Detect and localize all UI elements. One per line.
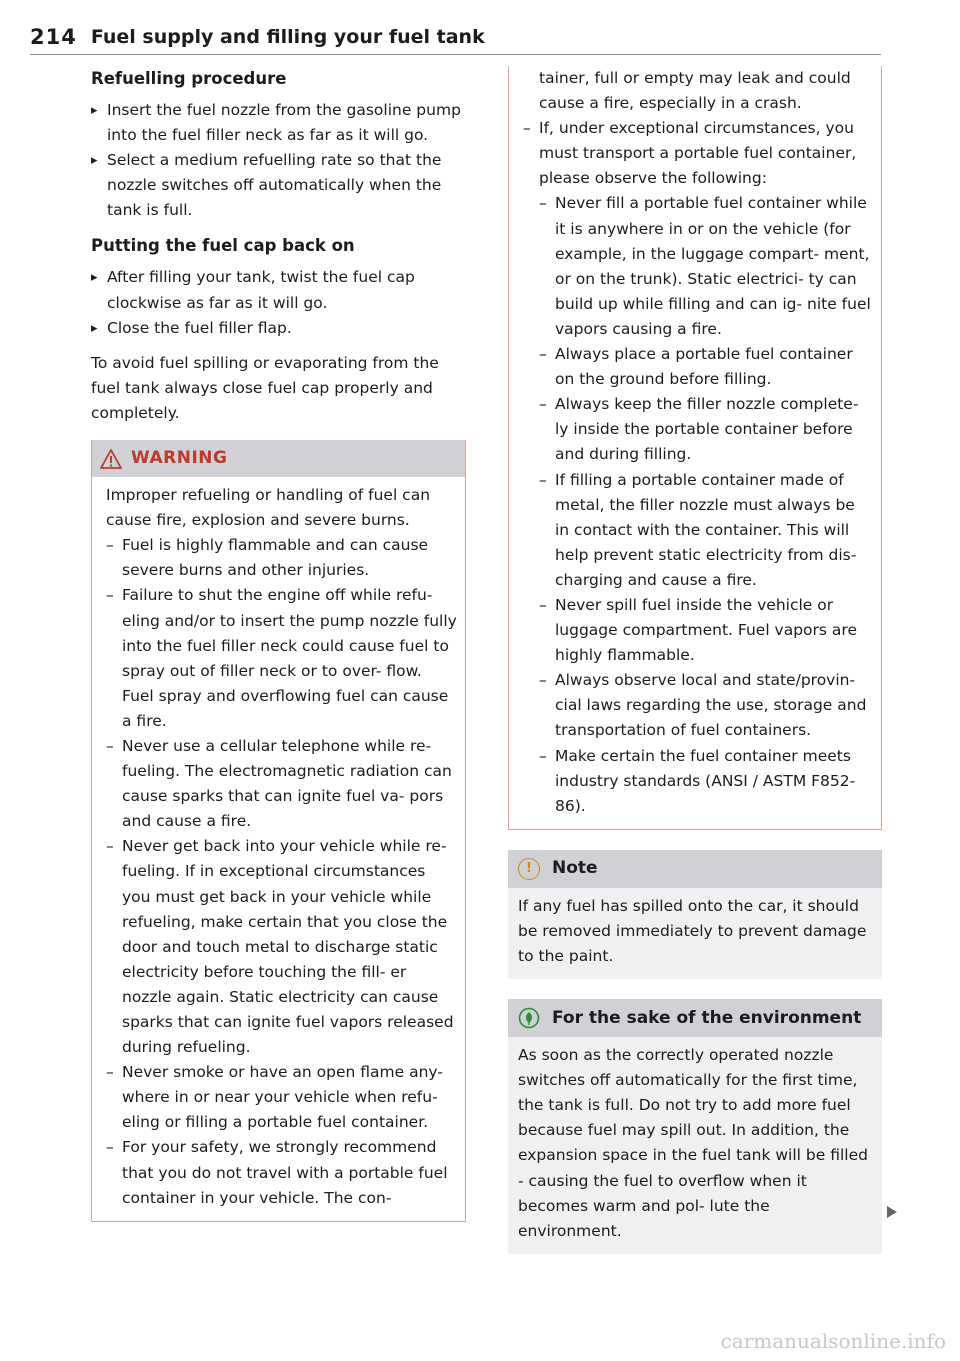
warning-sub-item: – Always keep the filler nozzle complete- ly inside the portable container before and during filling. (539, 392, 873, 467)
note-box (508, 850, 882, 979)
warning-body (92, 477, 465, 1221)
warning-item: – Never use a cellular telephone while re- fueling. The electromagnetic radiation can cause sparks that can ignite fuel va- pors and cause a fire. (106, 734, 457, 834)
warning-sub-item: – Never spill fuel inside the vehicle or luggage compartment. Fuel vapors are highly flammable. (539, 593, 873, 668)
environment-title: For the sake of the environment (552, 1007, 862, 1028)
section-title: Fuel supply and filling your fuel tank (90, 26, 485, 48)
page-number: 214 (30, 25, 77, 49)
warning-sub-item: – Never fill a portable fuel container while it is anywhere in or on the vehicle (for example, in the luggage compart- ment, or on the trunk). Static electrici- ty can build up while filling and can ig- nite fuel vapors causing a fire. (539, 191, 873, 342)
fuel-cap-paragraph: To avoid fuel spilling or evaporating from the fuel tank always close fuel cap properly and completely. (91, 353, 439, 422)
environment-box (508, 999, 882, 1254)
exceptional-intro: If, under exceptional circumstances, you must transport a portable fuel container, please observe the following: (539, 119, 857, 188)
warning-intro: Improper refueling or handling of fuel can cause fire, explosion and severe burns. (106, 486, 431, 530)
fuel-cap-step: ▸ Close the fuel filler flap. (91, 316, 466, 341)
warning-header (92, 440, 465, 477)
warning-item: – For your safety, we strongly recommend that you do not travel with a portable fuel container in your vehicle. The con- (106, 1135, 457, 1210)
continue-arrow-icon (887, 1206, 897, 1218)
warning-sub-item: – Always observe local and state/provin- cial laws regarding the use, storage and transportation of fuel containers. (539, 668, 873, 743)
right-column (508, 69, 882, 1254)
fuel-cap-steps (91, 265, 466, 340)
warning-item (523, 116, 873, 819)
watermark: carmanualsonline.info (720, 1329, 946, 1353)
warning-sub-item: – Always place a portable fuel container on the ground before filling. (539, 342, 873, 392)
warning-item: – Never get back into your vehicle while re- fueling. If in exceptional circumstances you must get back in your vehicle while refueling, make certain that you close the door and touch metal to discharge static electricity before touching the fill- er nozzle again. Static electricity can cause sparks that can ignite fuel vapors released during refueling. (106, 834, 457, 1060)
left-column (91, 66, 466, 1222)
warning-list (106, 533, 457, 1211)
warning-box (91, 440, 466, 1222)
note-info-icon: ! (518, 858, 540, 880)
refuelling-steps (91, 98, 466, 223)
note-body (508, 888, 882, 979)
warning-triangle-icon (100, 449, 122, 469)
note-title: Note (552, 858, 598, 879)
warning-continued-list (523, 116, 873, 819)
warning-item: – Fuel is highly flammable and can cause severe burns and other injuries. (106, 533, 457, 583)
warning-item: – Failure to shut the engine off while refu- eling and/or to insert the pump nozzle fully into the fuel filler neck could cause fuel to spray out of filler neck or to over- flow. Fuel spray and overflowing fuel can cause a fire. (106, 583, 457, 734)
warning-sub-list (539, 191, 873, 818)
fuel-cap-heading: Putting the fuel cap back on (91, 236, 355, 256)
warning-continued-text: tainer, full or empty may leak and could cause a fire, especially in a crash. (539, 69, 851, 113)
refuelling-step: ▸ Select a medium refuelling rate so that the nozzle switches off automatically when the tank is full. (91, 148, 466, 223)
warning-sub-item: – If filling a portable container made of metal, the filler nozzle must always be in contact with the container. This will help prevent static electricity from dis- charging and cause a fire. (539, 468, 873, 593)
warning-title: WARNING (131, 447, 228, 468)
note-text: If any fuel has spilled onto the car, it should be removed immediately to prevent damage to the paint. (518, 896, 867, 965)
warning-continued (508, 66, 882, 830)
environment-header (508, 999, 882, 1037)
environment-leaf-icon (518, 1007, 540, 1029)
refuelling-heading: Refuelling procedure (91, 69, 287, 88)
warning-item: – Never smoke or have an open flame any- where in or near your vehicle when refu- eling or filling a portable fuel container. (106, 1060, 457, 1135)
environment-text: As soon as the correctly operated nozzle switches off automatically for the first time, the tank is full. Do not try to add more fuel because fuel may spill out. In addition, the expansion space in the fuel tank will be filled - causing the fuel to overflow when it becomes warm and pol- lute the environment. (518, 1046, 868, 1240)
page-header (30, 20, 881, 55)
note-header (508, 850, 882, 888)
fuel-cap-step: ▸ After filling your tank, twist the fuel cap clockwise as far as it will go. (91, 265, 466, 315)
refuelling-step: ▸ Insert the fuel nozzle from the gasoline pump into the fuel filler neck as far as it will go. (91, 98, 466, 148)
warning-sub-item: – Make certain the fuel container meets industry standards (ANSI / ASTM F852-86). (539, 744, 873, 819)
environment-body (508, 1037, 882, 1254)
